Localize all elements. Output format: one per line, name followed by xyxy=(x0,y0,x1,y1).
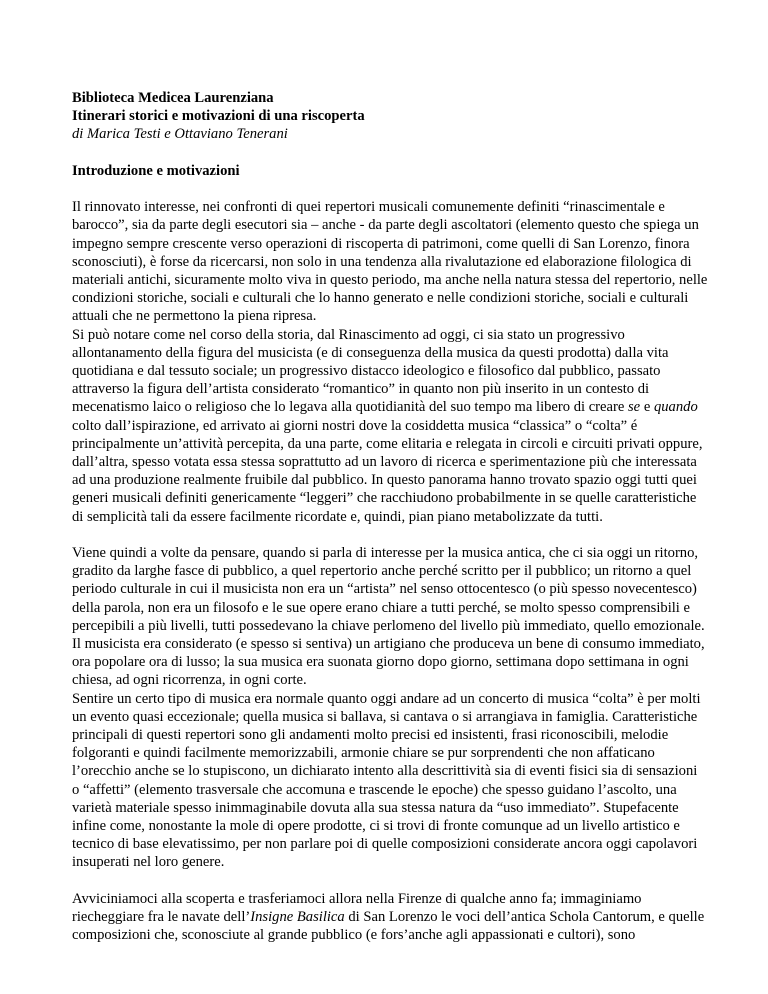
emphasis-insigne-basilica: Insigne Basilica xyxy=(250,909,345,926)
document-title: Itinerari storici e motivazioni di una riscoperta xyxy=(72,108,365,125)
document-page xyxy=(72,89,708,944)
paragraph-2-text-c: colto dall’ispirazione, ed arrivato ai giorni nostri dove la cosiddetta musica “classica” o “colta” é principalmente un’attività percepita, da una parte, come elitaria e relegata in circoli e circuiti privati oppure, dall’altra, spesso votata essa stessa soprattutto ad un lavoro di ricerca e sperimentazione più che interessata ad una produzione realmente fruibile dal pubblico. In questo panorama hanno trovato spazio oggi tutti quei generi musicali definiti genericamente “leggeri” che racchiudono probabilmente in se quelle caratteristiche di semplicità tali da essere facilmente ricordate e, quindi, pian piano metabolizzate da tutti. xyxy=(72,417,703,525)
paragraph-2-text-a: Si può notare come nel corso della storia, dal Rinascimento ad oggi, ci sia stato un progressivo allontanamento della figura del musicista (e di conseguenza della musica da questi prodotta) dalla vita quotidiana e dal tessuto sociale; un progressivo distacco ideologico e filosofico dal pubblico, passato attraverso la figura dell’artista considerato “romantico” in quanto non più inserito in un contesto di mecenatismo laico o religioso che lo legava alla quotidianità del suo tempo ma libero di creare xyxy=(72,326,669,416)
emphasis-se: se xyxy=(628,399,641,416)
paragraph-5-text-a: Avviciniamoci alla scoperta e trasferiamoci allora nella Firenze di qualche anno fa; immaginiamo riecheggiare fra le navate dell’ xyxy=(72,890,642,926)
authors-line: di Marica Testi e Ottaviano Tenerani xyxy=(72,126,288,143)
section-heading: Introduzione e motivazioni xyxy=(72,162,240,179)
paragraph-5-text-b: di San Lorenzo le voci dell’antica Schola Cantorum, e quelle composizioni che, sconosciute al grande pubblico (e fors’anche agli appassionati e cultori), sono xyxy=(72,909,705,944)
paragraph-4: Sentire un certo tipo di musica era normale quanto oggi andare ad un concerto di musica “colta” è per molti un evento quasi eccezionale; quella musica si ballava, si cantava o si arrangiava in famiglia. Caratteristiche principali di questi repertori sono gli andamenti molto precisi ed insistenti, frasi riconoscibili, melodie folgoranti e quindi facilmente memorizzabili, armonie chiare se pur sorprendenti che non affaticano l’orecchio anche se lo stupiscono, un dichiarato intento alla descrittività sia di eventi fisici sia di sensazioni o “affetti” (elemento trasversale che accomuna e trascende le epoche) che spesso guidano l’ascolto, una varietà materiale spesso inimmaginabile dovuta alla sua stessa natura da “uso immediato”. Stupefacente infine come, nonostante la mole di opere prodotte, ci si trovi di fronte comunque ad un livello artistico e tecnico di base elevatissimo, per non parlare poi di quelle composizioni considerate ancora oggi capolavori insuperati nel loro genere. xyxy=(72,690,701,871)
paragraph-2-text-b: e xyxy=(640,399,654,416)
paragraph-2 xyxy=(72,326,708,526)
paragraph-3: Viene quindi a volte da pensare, quando si parla di interesse per la musica antica, che ci sia oggi un ritorno, gradito da larghe fasce di pubblico, a quel repertorio anche perché scritto per il pubblico; un ritorno a quel periodo culturale in cui il musicista non era un “artista” nel senso ottocentesco (o più spesso novecentesco) della parola, non era un filosofo e le sue opere erano chiare a tutti perché, se molto spesso comprensibili e percepibili a più livelli, tutti possedevano la chiave perlomeno del livello più immediato, quello emozionale. Il musicista era considerato (e spesso si sentiva) un artigiano che produceva un bene di consumo immediato, ora popolare ora di lusso; la sua musica era suonata giorno dopo giorno, settimana dopo settimana in ogni chiesa, ad ogni ricorrenza, in ogni corte. xyxy=(72,545,705,689)
paragraph-1: Il rinnovato interesse, nei confronti di quei repertori musicali comunemente definiti “rinascimentale e barocco”, sia da parte degli esecutori sia – anche - da parte degli ascoltatori (elemento questo che spiega un impegno sempre crescente verso operazioni di riscoperta di patrimoni, come quelli di San Lorenzo, finora sconosciuti), è forse da ricercarsi, non solo in una tendenza alla rivalutazione ed elaborazione filologica di materiali antichi, sicuramente molto viva in questo periodo, ma anche nella natura stessa del repertorio, nelle condizioni storiche, sociali e culturali che lo hanno generato e nelle condizioni storiche, sociali e culturali attuali che ne permettono la piena ripresa. xyxy=(72,199,708,325)
paragraph-5 xyxy=(72,890,708,945)
institution-heading: Biblioteca Medicea Laurenziana xyxy=(72,90,274,106)
emphasis-quando: quando xyxy=(653,399,698,416)
